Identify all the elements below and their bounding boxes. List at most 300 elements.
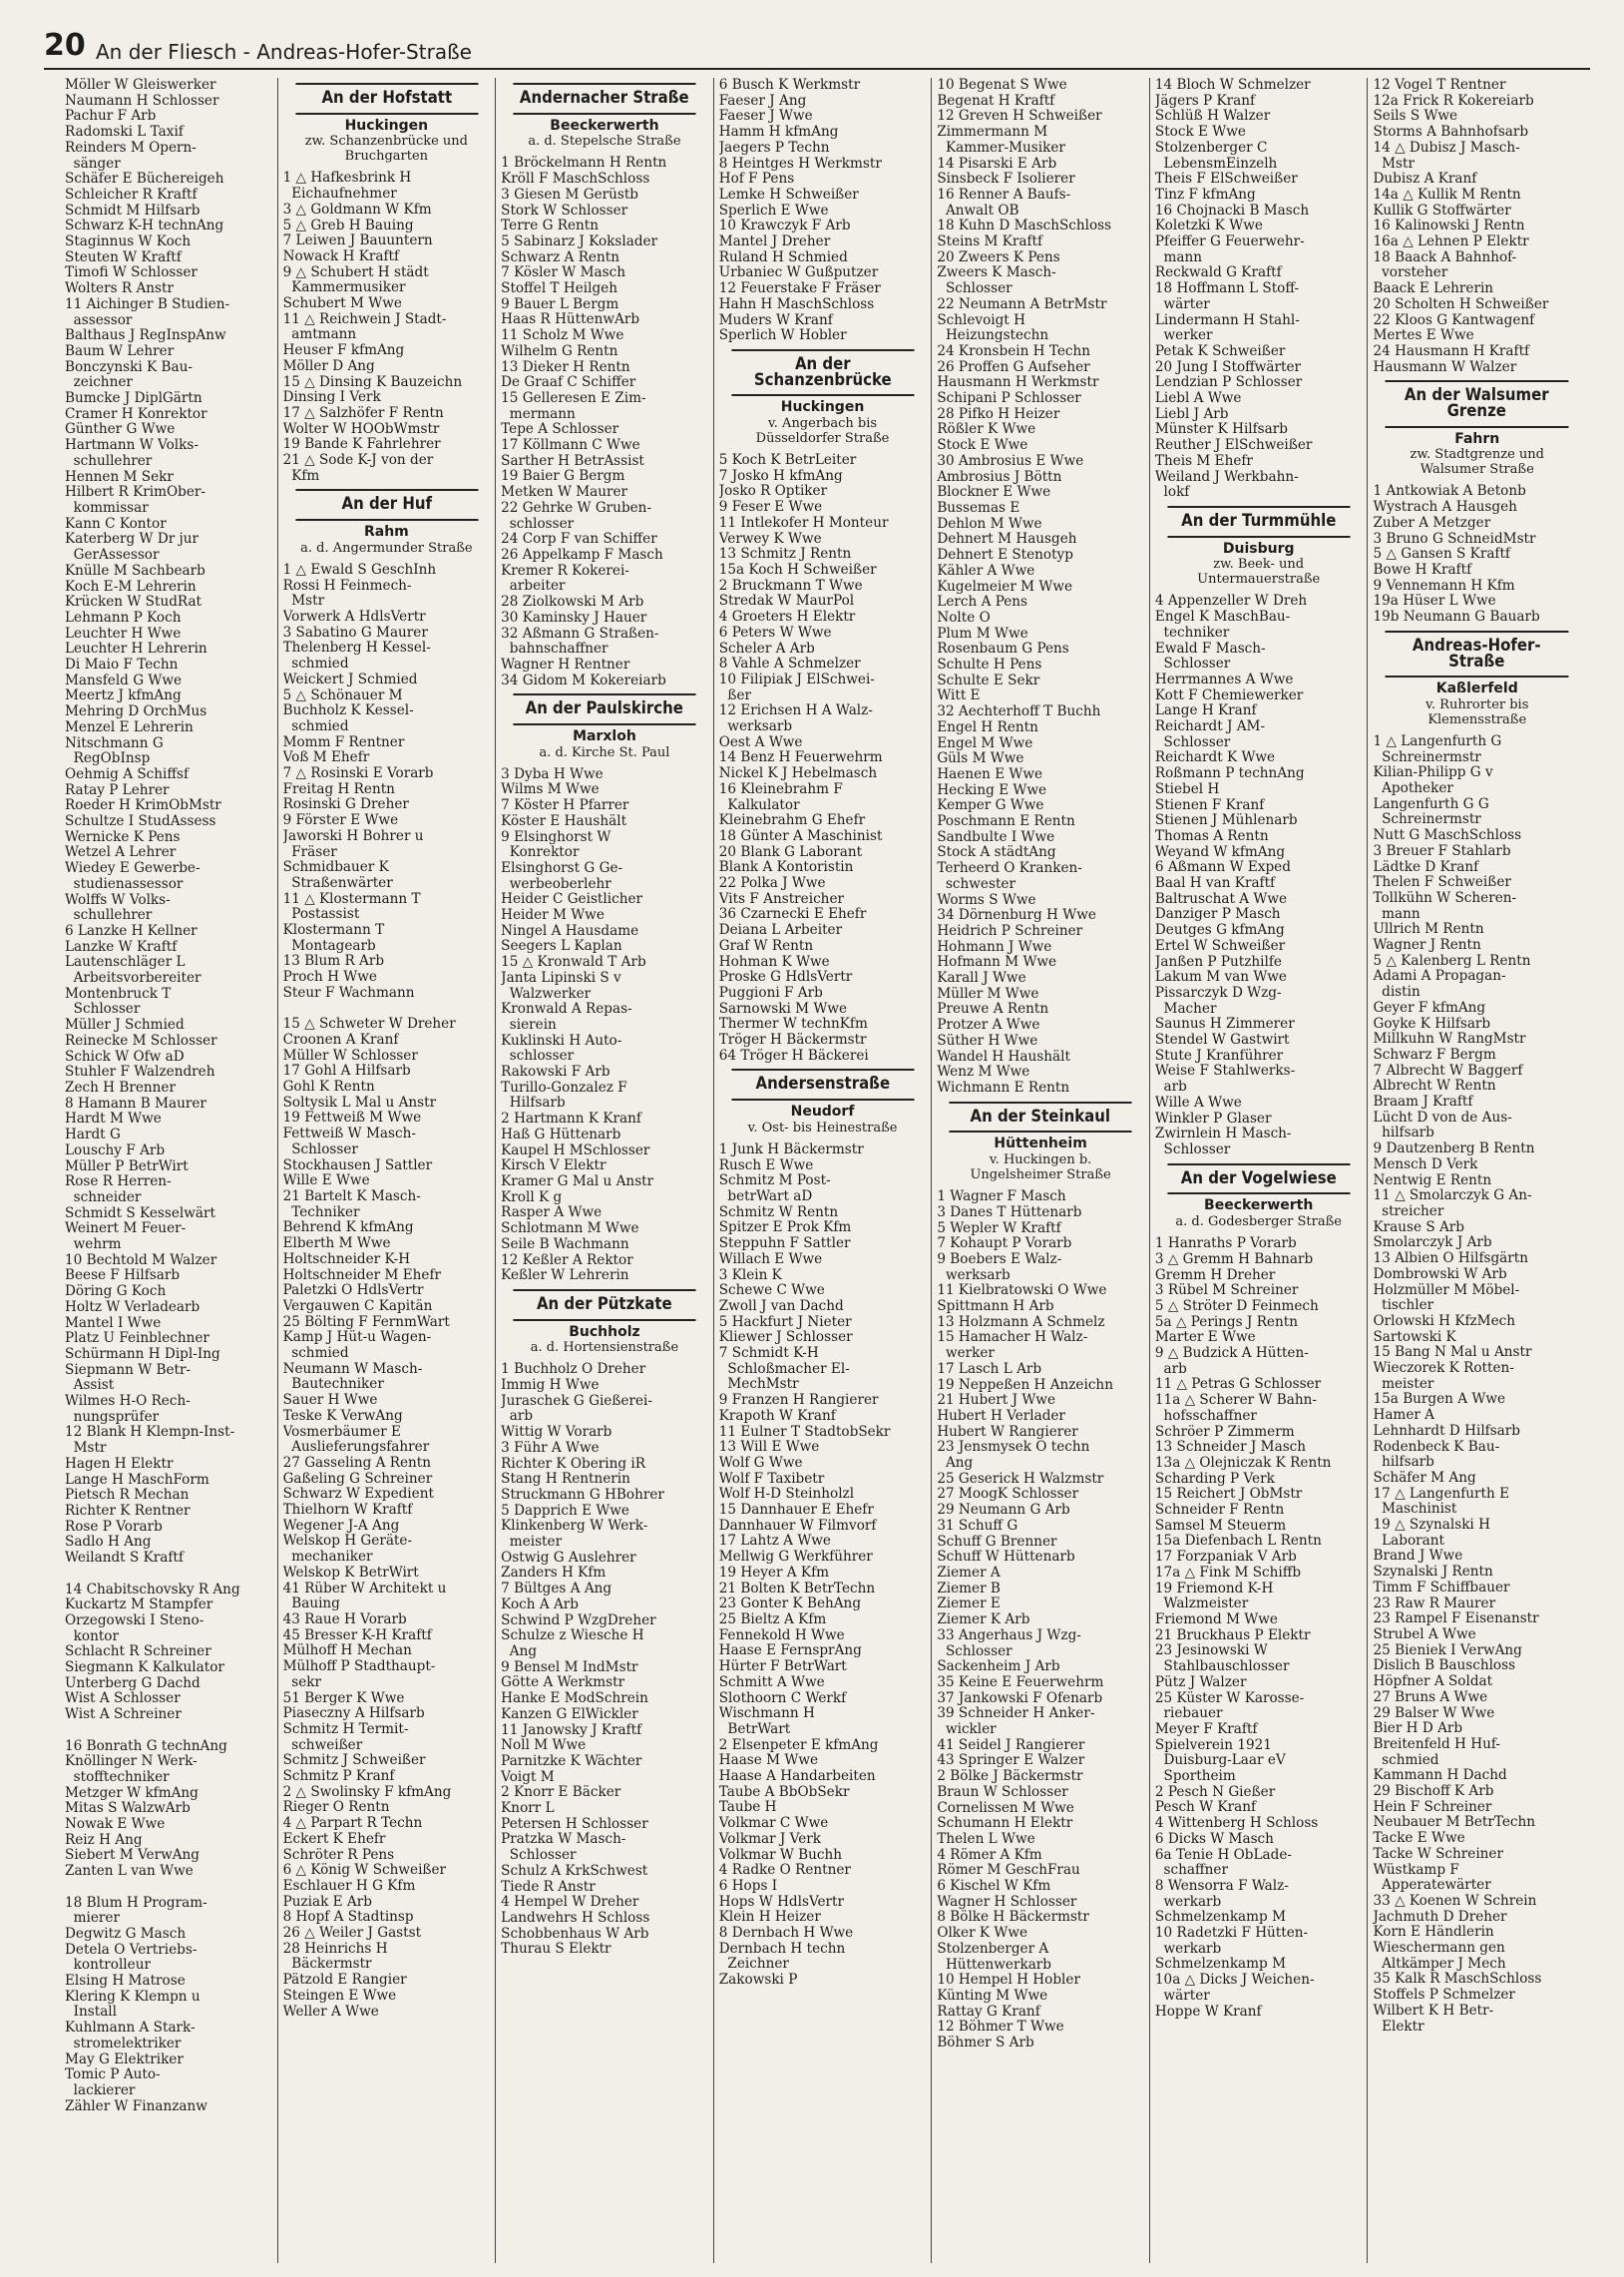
resident-entry: 28 Ziolkowski M Arb bbox=[501, 595, 644, 611]
resident-entry: Wichmann E Rentn bbox=[937, 1081, 1070, 1096]
district-name: Huckingen bbox=[344, 117, 429, 134]
resident-entry: 6 Busch K Werkmstr bbox=[718, 78, 861, 93]
resident-entry: Schlevoigt H bbox=[937, 312, 1025, 328]
resident-entry: Wolffs W Volks- bbox=[65, 892, 171, 908]
resident-entry: techniker bbox=[1154, 625, 1230, 641]
resident-entry: Neumann W Masch- bbox=[282, 1361, 423, 1377]
resident-entry: sierein bbox=[501, 1017, 557, 1033]
resident-entry: 27 Gasseling A Rentn bbox=[282, 1455, 432, 1471]
resident-entry: Stahlbauschlosser bbox=[1154, 1659, 1290, 1675]
resident-entry: 12 Erichsen H A Walz- bbox=[718, 703, 873, 719]
resident-entry: 4 Groeters H Elektr bbox=[718, 610, 856, 626]
resident-entry: Nowack H Kraftf bbox=[282, 248, 400, 264]
page-title: An der Fliesch - Andreas-Hofer-Straße bbox=[96, 40, 472, 64]
resident-entry: Thelen F Schweißer bbox=[1373, 875, 1511, 891]
resident-entry: Volkmar W Buchh bbox=[718, 1847, 843, 1863]
street-heading: Andernacher Straße bbox=[514, 83, 696, 115]
resident-entry: 5 Sabinarz J Kokslader bbox=[501, 233, 658, 249]
resident-entry: Rossi H Feinmech- bbox=[282, 578, 412, 594]
resident-entry: 26 Proffen G Aufseher bbox=[937, 359, 1090, 375]
resident-entry: Puggioni F Arb bbox=[718, 985, 823, 1001]
resident-entry: Zuber A Metzger bbox=[1373, 515, 1491, 531]
resident-entry: Schwarz K-H technAng bbox=[65, 219, 224, 234]
resident-entry: Stienen J Mühlenarb bbox=[1154, 813, 1298, 829]
resident-entry: Momm F Rentner bbox=[282, 734, 405, 750]
resident-entry: wärter bbox=[1154, 296, 1210, 312]
resident-entry: Ambrosius J Böttn bbox=[937, 469, 1062, 485]
resident-entry: Ruland H Schmied bbox=[718, 249, 848, 265]
resident-entry: 64 Tröger H Bäckerei bbox=[718, 1048, 869, 1064]
resident-entry: 12 Blank H Klempn-Inst- bbox=[65, 1425, 235, 1441]
resident-entry: Zimmermann M bbox=[937, 125, 1048, 141]
resident-entry: Menzel E Lehrerin bbox=[65, 719, 194, 735]
resident-entry: Orzegowski I Steno- bbox=[65, 1612, 204, 1628]
resident-entry: Stoffels P Schmelzer bbox=[1373, 1988, 1515, 2004]
resident-entry: Mellwig G Werkführer bbox=[718, 1550, 873, 1566]
resident-entry: Nickel K J Hebelmasch bbox=[718, 766, 878, 782]
resident-entry: Siepmann W Betr- bbox=[65, 1362, 192, 1378]
resident-entry: Reiz H Ang bbox=[65, 1832, 143, 1848]
resident-entry: 16 Chojnacki B Masch bbox=[1154, 203, 1310, 219]
resident-entry: Kann C Kontor bbox=[65, 516, 167, 532]
resident-entry: hofsschaffner bbox=[1154, 1408, 1257, 1424]
page-header bbox=[44, 28, 1590, 70]
resident-entry: Janta Lipinski S v bbox=[501, 970, 621, 986]
resident-entry: Schmitz H Termit- bbox=[282, 1721, 409, 1737]
resident-entry: Apperatewärter bbox=[1373, 1878, 1491, 1894]
resident-entry: Knorr L bbox=[501, 1801, 555, 1817]
resident-entry: streicher bbox=[1373, 1204, 1444, 1219]
resident-entry: Römer M GeschFrau bbox=[937, 1863, 1080, 1879]
resident-entry: Müller J Schmied bbox=[65, 1018, 185, 1034]
resident-entry: Schmitz M Post- bbox=[718, 1173, 831, 1189]
resident-entry: Sartowski K bbox=[1373, 1329, 1456, 1345]
resident-entry: 26 Appelkamp F Masch bbox=[501, 547, 663, 563]
location-description: Bruchgarten bbox=[344, 149, 429, 165]
resident-entry: Schlosser bbox=[1154, 1142, 1231, 1157]
resident-entry: 18 Blum H Program- bbox=[65, 1895, 207, 1911]
resident-entry: 23 Jesinowski W bbox=[1154, 1643, 1268, 1659]
resident-entry: Graf W Rentn bbox=[718, 938, 814, 954]
resident-entry: Schmitz W Rentn bbox=[718, 1204, 839, 1220]
resident-entry: 2 △ Swolinsky F kfmAng bbox=[282, 1784, 452, 1800]
resident-entry: Wist A Schreiner bbox=[65, 1707, 182, 1723]
street-location bbox=[501, 729, 708, 760]
resident-entry: Hohmann J Wwe bbox=[937, 939, 1052, 955]
resident-entry: wehrm bbox=[65, 1237, 122, 1253]
resident-entry: werbeoberlehr bbox=[501, 876, 611, 892]
resident-entry: 18 Günter A Maschinist bbox=[718, 828, 883, 844]
location-description: v. Huckingen b. bbox=[989, 1152, 1092, 1168]
resident-entry: Metken W Maurer bbox=[501, 485, 628, 501]
resident-entry: mann bbox=[1154, 249, 1203, 265]
resident-entry: betrWart aD bbox=[718, 1189, 813, 1204]
resident-entry: Schmelzenkamp M bbox=[1154, 1957, 1286, 1973]
resident-entry: Baal H van Kraftf bbox=[1154, 876, 1276, 892]
resident-entry: Zanten L van Wwe bbox=[65, 1864, 194, 1880]
resident-entry: Landwehrs H Schloss bbox=[501, 1910, 650, 1926]
resident-entry: 7 Kohaupt P Vorarb bbox=[937, 1236, 1072, 1252]
resident-entry: Welskop K BetrWirt bbox=[282, 1565, 419, 1581]
resident-entry: Muders W Kranf bbox=[718, 312, 833, 328]
resident-entry: 11 Kielbratowski O Wwe bbox=[937, 1283, 1107, 1299]
resident-entry: Mülhoff P Stadthaupt- bbox=[282, 1659, 436, 1675]
resident-entry: Stiebel H bbox=[1154, 781, 1220, 797]
resident-entry: Ratay P Lehrer bbox=[65, 782, 170, 798]
resident-entry: Geyer F kfmAng bbox=[1373, 1000, 1486, 1016]
resident-entry bbox=[65, 1723, 272, 1739]
resident-entry: Krause S Arb bbox=[1373, 1219, 1464, 1235]
resident-entry: Ningel A Hausdame bbox=[501, 923, 639, 939]
resident-entry: Oehmig A Schiffsf bbox=[65, 766, 190, 782]
district-name: Buchholz bbox=[569, 1323, 640, 1340]
resident-entry: Kröll F MaschSchloss bbox=[501, 172, 650, 188]
resident-entry: Pachur F Arb bbox=[65, 109, 157, 125]
resident-entry: Münster K Hilfsarb bbox=[1154, 422, 1288, 438]
resident-entry: 10 Bechtold M Walzer bbox=[65, 1252, 217, 1268]
resident-entry: Schmidt M Hilfsarb bbox=[65, 203, 201, 219]
resident-entry: Günther G Wwe bbox=[65, 422, 176, 438]
resident-entry: 6 △ König W Schweißer bbox=[282, 1863, 447, 1879]
resident-entry: Schuff G Brenner bbox=[937, 1534, 1057, 1550]
resident-entry: Faeser J Ang bbox=[718, 93, 807, 109]
resident-entry: Hürter F BetrWart bbox=[718, 1659, 847, 1675]
resident-entry: Naumann H Schlosser bbox=[65, 93, 219, 109]
resident-entry: Schreinermstr bbox=[1373, 812, 1481, 828]
resident-entry: Rosinski G Dreher bbox=[282, 797, 409, 813]
resident-entry: 22 Polka J Wwe bbox=[718, 876, 826, 892]
resident-entry: Haas R HüttenwArb bbox=[501, 312, 640, 328]
resident-entry: studienassessor bbox=[65, 876, 184, 892]
resident-entry: Detela O Vertriebs- bbox=[65, 1942, 198, 1958]
resident-entry: Jaegers P Techn bbox=[718, 140, 830, 156]
resident-entry: Paletzki O HdlsVertr bbox=[282, 1283, 424, 1299]
street-location bbox=[1155, 1198, 1363, 1229]
resident-entry: 1 Buchholz O Dreher bbox=[501, 1362, 646, 1378]
resident-entry: 26 △ Weiler J Gastst bbox=[282, 1926, 422, 1942]
resident-entry: Vosmerbäumer E bbox=[282, 1424, 401, 1440]
resident-entry: Steingen E Wwe bbox=[282, 1988, 397, 2004]
resident-entry: Dubisz A Kranf bbox=[1373, 172, 1477, 188]
resident-entry: Köster E Haushält bbox=[501, 813, 627, 829]
resident-entry: Seils S Wwe bbox=[1373, 109, 1458, 125]
resident-entry: Weyand W kfmAng bbox=[1154, 844, 1286, 860]
resident-entry: Schulz A KrkSchwest bbox=[501, 1863, 648, 1879]
resident-entry: Kugelmeier M Wwe bbox=[937, 579, 1073, 595]
resident-entry: Steppuhn F Sattler bbox=[718, 1236, 851, 1252]
resident-entry: 14 Benz H Feuerwehrm bbox=[718, 750, 883, 766]
resident-entry: 3 Giesen M Gerüstb bbox=[501, 187, 639, 203]
resident-entry: 16 Bonrath G technAng bbox=[65, 1738, 227, 1754]
resident-entry: Thermer W technKfm bbox=[718, 1017, 868, 1033]
resident-entry: kontor bbox=[65, 1628, 119, 1644]
resident-entry: Rosenbaum G Pens bbox=[937, 642, 1069, 658]
resident-entry: 22 Gehrke W Gruben- bbox=[501, 500, 652, 516]
resident-entry: Schulte E Sekr bbox=[937, 673, 1040, 688]
directory-column bbox=[932, 78, 1150, 2263]
resident-entry: 12 Vogel T Rentner bbox=[1373, 78, 1506, 93]
resident-entry: Lemke H Schweißer bbox=[718, 187, 859, 203]
resident-entry: 5 Koch K BetrLeiter bbox=[718, 453, 857, 469]
resident-entry: Wenz M Wwe bbox=[937, 1065, 1030, 1081]
street-heading: An der Turmmühle bbox=[1167, 506, 1350, 538]
resident-entry: Schubert M Wwe bbox=[282, 296, 402, 312]
resident-entry: Korn E Händlerin bbox=[1373, 1925, 1494, 1941]
resident-entry: Elsing H Matrose bbox=[65, 1974, 186, 1990]
resident-entry: Montagearb bbox=[282, 938, 376, 954]
resident-entry: 17 Lahtz A Wwe bbox=[718, 1534, 831, 1550]
resident-entry: Samsel M Steuerm bbox=[1154, 1518, 1287, 1534]
resident-entry: 19 Fettweiß M Wwe bbox=[282, 1111, 422, 1127]
resident-entry: 12 Böhmer T Wwe bbox=[937, 2020, 1064, 2036]
resident-entry: bahnschaffner bbox=[501, 642, 609, 658]
resident-entry: Böhmer S Arb bbox=[937, 2036, 1034, 2051]
resident-entry: 35 Keine E Feuerwehrm bbox=[937, 1674, 1104, 1690]
resident-entry: BetrWart bbox=[718, 1721, 791, 1737]
resident-entry: Breitenfeld H Huf- bbox=[1373, 1736, 1500, 1752]
location-description: Düsseldorfer Straße bbox=[755, 431, 890, 447]
resident-entry: Bäckermstr bbox=[282, 1957, 372, 1973]
resident-entry: 37 Jankowski F Ofenarb bbox=[937, 1690, 1103, 1706]
resident-entry: ßer bbox=[718, 687, 751, 703]
resident-entry: 13 Albien O Hilfsgärtn bbox=[1373, 1251, 1528, 1267]
resident-entry: Schneider F Rentn bbox=[1154, 1503, 1285, 1519]
resident-entry: 36 Czarnecki E Ehefr bbox=[718, 907, 867, 923]
resident-entry: Richter K Rentner bbox=[65, 1503, 191, 1519]
resident-entry: Apotheker bbox=[1373, 781, 1453, 797]
resident-entry: Kamp J Hüt-u Wagen- bbox=[282, 1330, 432, 1346]
resident-entry: Seile B Wachmann bbox=[501, 1236, 629, 1252]
resident-entry: 3 Sabatino G Maurer bbox=[282, 625, 428, 641]
resident-entry: Mülhoff H Mechan bbox=[282, 1643, 412, 1659]
resident-entry: De Graaf C Schiffer bbox=[501, 375, 636, 391]
resident-entry: 41 Rüber W Architekt u bbox=[282, 1581, 447, 1596]
resident-entry: 19 △ Szynalski H bbox=[1373, 1518, 1490, 1534]
page-number: 20 bbox=[44, 28, 86, 63]
resident-entry: 16 Renner A Baufs- bbox=[937, 187, 1071, 203]
resident-entry: Tepe A Schlosser bbox=[501, 422, 619, 438]
resident-entry: Mantel I Wwe bbox=[65, 1315, 162, 1331]
resident-entry: 13 Blum R Arb bbox=[282, 954, 385, 970]
resident-entry: 5 Dapprich E Wwe bbox=[501, 1503, 629, 1519]
resident-entry: 28 Pifko H Heizer bbox=[937, 406, 1060, 422]
resident-entry: Knülle M Sachbearb bbox=[65, 563, 205, 579]
resident-entry: Pfeiffer G Feuerwehr- bbox=[1154, 234, 1305, 250]
resident-entry: 16 Kleinebrahm F bbox=[718, 781, 843, 797]
resident-entry: Schmitt A Wwe bbox=[718, 1674, 825, 1690]
resident-entry: Lanzke W Kraftf bbox=[65, 939, 178, 955]
resident-entry: wickler bbox=[937, 1722, 997, 1738]
resident-entry: Orlowski H KfzMech bbox=[1373, 1313, 1516, 1329]
resident-entry: Staginnus W Koch bbox=[65, 234, 192, 250]
resident-entry: Nutt G MaschSchloss bbox=[1373, 828, 1522, 844]
resident-entry: Schwarz W Expedient bbox=[282, 1487, 434, 1503]
resident-entry: 23 Jensmysek O techn bbox=[937, 1440, 1090, 1456]
resident-entry: Pratzka W Masch- bbox=[501, 1832, 626, 1848]
resident-entry: Baack E Lehrerin bbox=[1373, 281, 1494, 297]
resident-entry: 17 Gohl A Hilfsarb bbox=[282, 1064, 411, 1080]
resident-entry: Zwirnlein H Masch- bbox=[1154, 1127, 1292, 1142]
resident-entry: 6a Tenie H ObLade- bbox=[1154, 1847, 1292, 1863]
resident-entry: Schlosser bbox=[1154, 657, 1231, 673]
resident-entry: Rodenbeck K Bau- bbox=[1373, 1439, 1500, 1455]
resident-entry: 11 △ Reichwein J Stadt- bbox=[282, 311, 447, 327]
resident-entry: Spielverein 1921 bbox=[1154, 1737, 1272, 1753]
resident-entry: 5 Hackfurt J Nieter bbox=[718, 1314, 852, 1330]
resident-entry: Heider C Geistlicher bbox=[501, 892, 642, 908]
resident-entry: 21 Hubert J Wwe bbox=[937, 1393, 1055, 1409]
resident-entry: Holzmüller M Möbel- bbox=[1373, 1282, 1520, 1298]
resident-entry: Tacke W Schreiner bbox=[1373, 1846, 1503, 1862]
resident-entry: 9 Franzen H Rangierer bbox=[718, 1393, 879, 1409]
resident-entry: Hamm H kfmAng bbox=[718, 125, 839, 141]
resident-entry: Lendzian P Schlosser bbox=[1154, 375, 1303, 391]
resident-entry: Wilmes H-O Rech- bbox=[65, 1394, 191, 1410]
resident-entry: 32 Aechterhoff T Buchh bbox=[937, 704, 1101, 720]
resident-entry: Stolzenberger C bbox=[1154, 140, 1268, 156]
resident-entry: Bussemas E bbox=[937, 500, 1020, 516]
resident-entry: Wolf G Wwe bbox=[718, 1455, 803, 1471]
resident-entry: Seegers L Kaplan bbox=[501, 939, 622, 955]
resident-entry: schmied bbox=[282, 718, 349, 734]
resident-entry: Faeser J Wwe bbox=[718, 109, 813, 125]
resident-entry: Welskop H Geräte- bbox=[282, 1534, 413, 1550]
resident-entry: 4 Appenzeller W Dreh bbox=[1154, 594, 1308, 610]
resident-entry: Wiedey E Gewerbe- bbox=[65, 861, 201, 877]
resident-entry: Storms A Bahnhofsarb bbox=[1373, 125, 1529, 141]
resident-entry: Kuhlmann A Stark- bbox=[65, 2021, 196, 2037]
resident-entry: Balthaus J RegInspAnw bbox=[65, 328, 226, 344]
resident-entry: Thelenberg H Kessel- bbox=[282, 641, 431, 657]
directory-columns bbox=[60, 78, 1586, 2263]
resident-entry: Stock A städtAng bbox=[937, 845, 1056, 861]
resident-entry: schmied bbox=[1373, 1752, 1439, 1768]
resident-entry: Stockhausen J Sattler bbox=[282, 1157, 433, 1173]
resident-entry: 13 Dieker H Rentn bbox=[501, 359, 630, 375]
resident-entry: schlosser bbox=[501, 516, 575, 532]
resident-entry: Stredak W MaurPol bbox=[718, 594, 855, 610]
resident-entry: Teske K VerwAng bbox=[282, 1408, 403, 1424]
resident-entry: Piaseczny A Hilfsarb bbox=[282, 1706, 425, 1722]
resident-entry: Bauing bbox=[282, 1596, 340, 1612]
resident-entry: Haase M Wwe bbox=[718, 1753, 819, 1769]
resident-entry: Hof F Pens bbox=[718, 172, 795, 188]
resident-entry: Bonczynski K Bau- bbox=[65, 359, 193, 375]
resident-entry: 17a △ Fink M Schiffb bbox=[1154, 1565, 1302, 1581]
location-description: a. d. Hortensienstraße bbox=[530, 1340, 679, 1356]
street-location bbox=[937, 1137, 1144, 1182]
resident-entry: schlosser bbox=[501, 1049, 575, 1065]
resident-entry: Reinecke M Schlosser bbox=[65, 1033, 217, 1049]
resident-entry bbox=[283, 1002, 491, 1018]
resident-entry: 9 Bensel M IndMstr bbox=[501, 1659, 638, 1675]
resident-entry: 3 Danes T Hüttenarb bbox=[937, 1204, 1082, 1220]
resident-entry: schaffner bbox=[1154, 1863, 1228, 1879]
resident-entry: Ziemer E bbox=[937, 1596, 1001, 1612]
resident-entry: Mehring D OrchMus bbox=[65, 704, 207, 720]
resident-entry: Schleicher R Kraftf bbox=[65, 187, 198, 203]
resident-entry: Theis M Ehefr bbox=[1154, 453, 1253, 469]
resident-entry: Rose P Vorarb bbox=[65, 1519, 163, 1535]
resident-entry: 4 Hempel W Dreher bbox=[501, 1895, 639, 1911]
resident-entry: 2 Bölke J Bäckermstr bbox=[937, 1769, 1083, 1785]
resident-entry: Voigt M bbox=[501, 1769, 555, 1785]
resident-entry: Rieger O Rentn bbox=[282, 1800, 390, 1816]
resident-entry: Hohman K Wwe bbox=[718, 954, 830, 970]
resident-entry: Kähler A Wwe bbox=[937, 563, 1035, 579]
resident-entry: 25 Bölting F FernmWart bbox=[282, 1314, 450, 1330]
resident-entry: 39 Schneider H Anker- bbox=[937, 1706, 1095, 1722]
resident-entry: Mensch D Verk bbox=[1373, 1156, 1478, 1172]
resident-entry: 9 Boebers E Walz- bbox=[937, 1251, 1062, 1267]
resident-entry: 13 Schneider J Masch bbox=[1154, 1440, 1307, 1456]
resident-entry: Sarnowski M Wwe bbox=[718, 1001, 847, 1017]
resident-entry: 4 Radke O Rentner bbox=[718, 1863, 851, 1879]
resident-entry: Thomas A Rentn bbox=[1154, 828, 1269, 844]
resident-entry: Struckmann G HBohrer bbox=[501, 1487, 664, 1503]
resident-entry: arb bbox=[1154, 1361, 1187, 1377]
resident-entry: Baltruschat A Wwe bbox=[1154, 891, 1288, 907]
resident-entry: Dernbach H techn bbox=[718, 1941, 846, 1957]
resident-entry: 17 Forzpaniak V Arb bbox=[1154, 1550, 1297, 1566]
resident-entry: 25 Bieniek I VerwAng bbox=[1373, 1642, 1522, 1658]
resident-entry: Heider M Wwe bbox=[501, 908, 605, 924]
resident-entry: Sackenheim J Arb bbox=[937, 1659, 1060, 1675]
resident-entry: 19 Heyer A Kfm bbox=[718, 1565, 830, 1581]
district-name: Rahm bbox=[363, 524, 409, 541]
resident-entry: hilfsarb bbox=[1373, 1455, 1434, 1471]
street-heading: An der Steinkaul bbox=[950, 1102, 1132, 1134]
resident-entry: Holtschneider K-H bbox=[282, 1251, 411, 1267]
resident-entry: Lädtke D Kranf bbox=[1373, 859, 1479, 875]
resident-entry: 1 △ Hafkesbrink H bbox=[282, 171, 412, 187]
resident-entry: Tollkühn W Scheren- bbox=[1373, 890, 1517, 906]
resident-entry: Heidrich P Schreiner bbox=[937, 923, 1083, 939]
resident-entry: Kilian-Philipp G v bbox=[1373, 765, 1493, 781]
resident-entry: Pätzold E Rangier bbox=[282, 1973, 407, 1989]
district-name: Beeckerwerth bbox=[1204, 1197, 1314, 1214]
resident-entry: Wischmann H bbox=[718, 1706, 815, 1722]
resident-entry: werksarb bbox=[937, 1267, 1011, 1283]
resident-entry: Karall J Wwe bbox=[937, 971, 1026, 987]
resident-entry: schneider bbox=[65, 1189, 142, 1205]
resident-entry: Fennekold H Wwe bbox=[718, 1627, 845, 1643]
resident-entry: 1 Bröckelmann H Rentn bbox=[501, 156, 667, 172]
resident-entry: 11 △ Petras G Schlosser bbox=[1154, 1377, 1322, 1393]
resident-entry: Theis F ElSchweißer bbox=[1154, 172, 1298, 188]
resident-entry: Kliewer J Schlosser bbox=[718, 1330, 853, 1346]
resident-entry: mierer bbox=[65, 1911, 120, 1927]
resident-entry: Dombrowski W Arb bbox=[1373, 1266, 1507, 1282]
resident-entry: Schürmann H Dipl-Ing bbox=[65, 1346, 220, 1362]
resident-entry: Verwey K Wwe bbox=[718, 531, 822, 547]
resident-entry: 8 Dernbach H Wwe bbox=[718, 1926, 854, 1942]
resident-entry: 15 Hamacher H Walz- bbox=[937, 1330, 1088, 1346]
resident-entry: 11 Aichinger B Studien- bbox=[65, 296, 230, 312]
resident-entry: Hahn H MaschSchloss bbox=[718, 296, 875, 312]
resident-entry: Noll M Wwe bbox=[501, 1738, 587, 1754]
resident-entry: Lakum M van Wwe bbox=[1154, 970, 1287, 986]
resident-entry: 21 Bartelt K Masch- bbox=[282, 1189, 421, 1204]
resident-entry: 43 Raue H Vorarb bbox=[282, 1611, 407, 1627]
resident-entry: mann bbox=[1373, 906, 1421, 922]
resident-entry: Schulte H Pens bbox=[937, 658, 1042, 674]
resident-entry: 11 △ Smolarczyk G An- bbox=[1373, 1188, 1532, 1204]
resident-entry: Sportheim bbox=[1154, 1769, 1236, 1785]
resident-entry: 9 Dautzenberg B Rentn bbox=[1373, 1141, 1535, 1157]
directory-column bbox=[1368, 78, 1586, 2263]
resident-entry: Wieschermann gen bbox=[1373, 1941, 1505, 1957]
